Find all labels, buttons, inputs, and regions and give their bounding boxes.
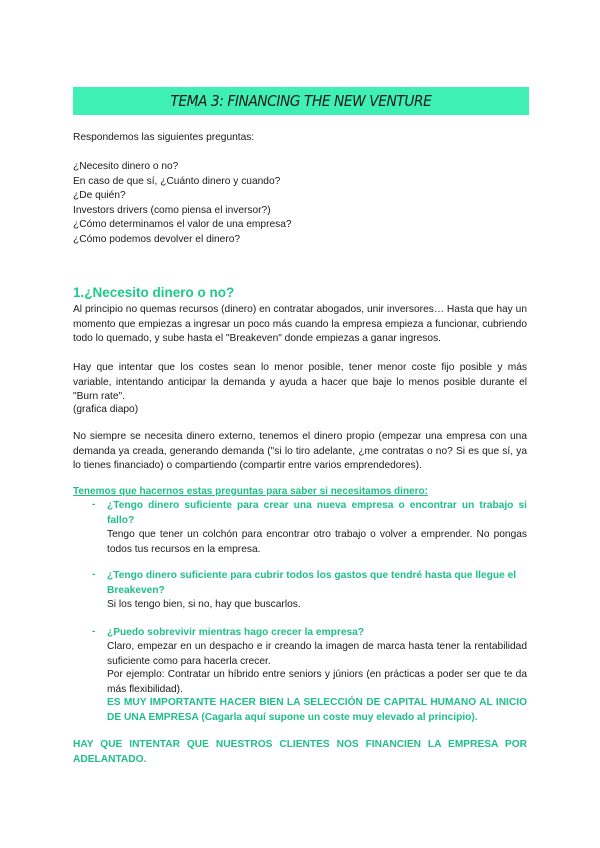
paragraph: Hay que intentar que los costes sean lo menor posible, tener menor coste fijo posible y más variable, intentando anticipar la demanda y ayuda a hacer que baje lo menos posible durante el "Burn rate". xyxy=(73,362,527,403)
page-title: TEMA 3: FINANCING THE NEW VENTURE xyxy=(170,92,432,110)
question-item: ¿Cómo podemos devolver el dinero? xyxy=(73,233,241,245)
bullet-answer: Si los tengo bien, si no, hay que buscarlos. xyxy=(107,599,301,610)
paragraph: (grafica diapo) xyxy=(73,404,139,415)
paragraph: No siempre se necesita dinero externo, tenemos el dinero propio (empezar una empresa con una demanda ya creada, generando demanda ("si lo tiro adelante, ¿me contratas o no? Si es que sí, ya lo tienes financiado) o compartiendo (compartir entre varios emprendedores). xyxy=(73,431,527,472)
questions-list xyxy=(73,160,527,248)
title-banner xyxy=(73,87,529,115)
intro-text: Respondemos las siguientes preguntas: xyxy=(73,132,255,143)
sub-heading: Tenemos que hacernos estas preguntas para saber si necesitamos dinero: xyxy=(73,486,428,497)
bullet-question: ¿Puedo sobrevivir mientras hago crecer la empresa? xyxy=(107,627,365,638)
question-item: ¿Necesito dinero o no? xyxy=(73,161,179,172)
question-item: ¿De quién? xyxy=(73,190,126,202)
section-heading: 1.¿Necesito dinero o no? xyxy=(73,285,235,300)
bullet-dash: - xyxy=(92,499,96,510)
paragraph: Al principio no quemas recursos (dinero) en contratar abogados, unir inversores… Hasta que hay un momento que empiezas a ingresar un poco más cuando la empresa empieza a funcionar, cubriendo todo lo quemado, y sube hasta el "Breakeven" donde empiezas a ganar ingresos. xyxy=(73,304,527,345)
bullet-answer: Tengo que tener un colchón para encontrar otro trabajo o volver a emprender. No pongas todos tus recursos en la empresa. xyxy=(107,529,527,555)
bullet-question: ¿Tengo dinero suficiente para cubrir todos los gastos que tendré hasta que llegue el Breakeven? xyxy=(107,570,517,596)
bullet-emphasis: ES MUY IMPORTANTE HACER BIEN LA SELECCIÓN DE CAPITAL HUMANO AL INICIO DE UNA EMPRESA (Cagarla aquí supone un coste muy elevado al principio). xyxy=(107,697,527,723)
question-item: En caso de que sí, ¿Cuánto dinero y cuando? xyxy=(73,175,281,187)
bullet-dash: - xyxy=(92,626,96,637)
question-item: Investors drivers (como piensa el inversor?) xyxy=(73,204,271,216)
closing-statement: HAY QUE INTENTAR QUE NUESTROS CLIENTES NOS FINANCIEN LA EMPRESA POR ADELANTADO. xyxy=(73,739,527,765)
question-item: ¿Cómo determinamos el valor de una empresa? xyxy=(73,219,292,231)
bullet-dash: - xyxy=(92,569,96,580)
bullet-answer: Claro, empezar en un despacho e ir creando la imagen de marca hasta tener la rentabilidad suficiente como para hacerla crecer. xyxy=(107,641,527,667)
bullet-answer: Por ejemplo: Contratar un híbrido entre seniors y júniors (en prácticas a poder ser que te da más flexibilidad). xyxy=(107,669,527,695)
bullet-question: ¿Tengo dinero suficiente para crear una nueva empresa o encontrar un trabajo si fallo? xyxy=(107,500,527,526)
